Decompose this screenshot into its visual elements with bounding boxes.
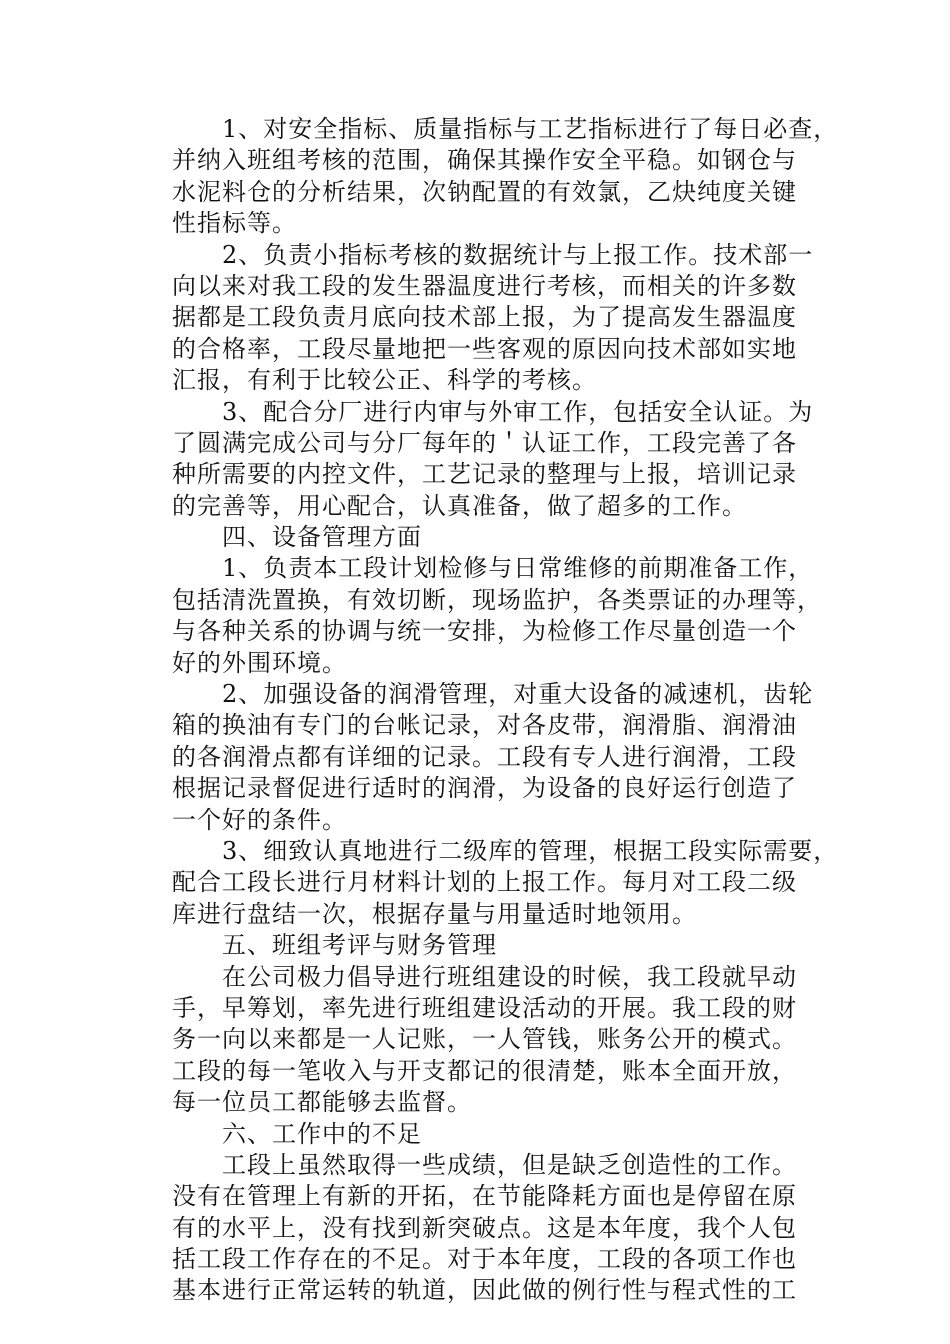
text-line: 向以来对我工段的发生器温度进行考核，而相关的许多数 bbox=[172, 271, 797, 300]
text-line: 务一向以来都是一人记账，一人管钱，账务公开的模式。 bbox=[172, 1025, 797, 1054]
text-line: 2、负责小指标考核的数据统计与上报工作。技术部一 bbox=[222, 240, 814, 269]
text-line: 好的外围环境。 bbox=[172, 648, 347, 677]
text-line: 3、配合分厂进行内审与外审工作，包括安全认证。为 bbox=[222, 397, 814, 426]
text-line: 根据记录督促进行适时的润滑，为设备的良好运行创造了 bbox=[172, 774, 797, 803]
text-line: 水泥料仓的分析结果，次钠配置的有效氯，乙炔纯度关键 bbox=[172, 177, 797, 206]
document-body bbox=[172, 114, 839, 1307]
text-line: 箱的换油有专门的台帐记录，对各皮带，润滑脂、润滑油 bbox=[172, 711, 797, 740]
text-line: 种所需要的内控文件，工艺记录的整理与上报，培训记录 bbox=[172, 460, 797, 489]
text-line: 六、工作中的不足 bbox=[222, 1119, 422, 1148]
text-line: 1、负责本工段计划检修与日常维修的前期准备工作， bbox=[222, 554, 814, 583]
text-line: 汇报，有利于比较公正、科学的考核。 bbox=[172, 366, 597, 395]
text-line: 1、对安全指标、质量指标与工艺指标进行了每日必查， bbox=[222, 115, 839, 143]
text-line: 了圆满完成公司与分厂每年的＇认证工作，工段完善了各 bbox=[172, 428, 797, 457]
text-line: 性指标等。 bbox=[172, 209, 297, 238]
text-line: 四、设备管理方面 bbox=[222, 523, 422, 552]
text-line: 的各润滑点都有详细的记录。工段有专人进行润滑，工段 bbox=[172, 742, 797, 771]
text-line: 2、加强设备的润滑管理，对重大设备的减速机，齿轮 bbox=[222, 680, 814, 709]
text-line: 基本进行正常运转的轨道，因此做的例行性与程式性的工 bbox=[172, 1276, 797, 1305]
text-line: 手，早筹划，率先进行班组建设活动的开展。我工段的财 bbox=[172, 993, 797, 1022]
text-line: 库进行盘结一次，根据存量与用量适时地领用。 bbox=[172, 899, 697, 928]
text-line: 的完善等，用心配合，认真准备，做了超多的工作。 bbox=[172, 491, 747, 520]
text-line: 每一位员工都能够去监督。 bbox=[172, 1088, 472, 1117]
text-line: 3、细致认真地进行二级库的管理，根据工段实际需要， bbox=[222, 836, 839, 865]
text-line: 包括清洗置换，有效切断，现场监护，各类票证的办理等， bbox=[172, 585, 822, 614]
text-line: 的合格率，工段尽量地把一些客观的原因向技术部如实地 bbox=[172, 334, 797, 363]
text-line: 在公司极力倡导进行班组建设的时候，我工段就早动 bbox=[222, 962, 797, 991]
text-line: 有的水平上，没有找到新突破点。这是本年度，我个人包 bbox=[172, 1213, 797, 1242]
text-line: 工段的每一笔收入与开支都记的很清楚，账本全面开放， bbox=[172, 1056, 797, 1085]
text-line: 一个好的条件。 bbox=[172, 805, 347, 834]
text-line: 工段上虽然取得一些成绩，但是缺乏创造性的工作。 bbox=[222, 1150, 797, 1179]
text-line: 配合工段长进行月材料计划的上报工作。每月对工段二级 bbox=[172, 868, 797, 897]
text-line: 并纳入班组考核的范围，确保其操作安全平稳。如钢仓与 bbox=[172, 146, 797, 175]
text-line: 括工段工作存在的不足。对于本年度，工段的各项工作也 bbox=[172, 1245, 797, 1274]
text-line: 没有在管理上有新的开拓，在节能降耗方面也是停留在原 bbox=[172, 1182, 797, 1211]
text-line: 据都是工段负责月底向技术部上报，为了提高发生器温度 bbox=[172, 303, 797, 332]
text-line: 与各种关系的协调与统一安排，为检修工作尽量创造一个 bbox=[172, 617, 797, 646]
text-line: 五、班组考评与财务管理 bbox=[222, 931, 497, 960]
